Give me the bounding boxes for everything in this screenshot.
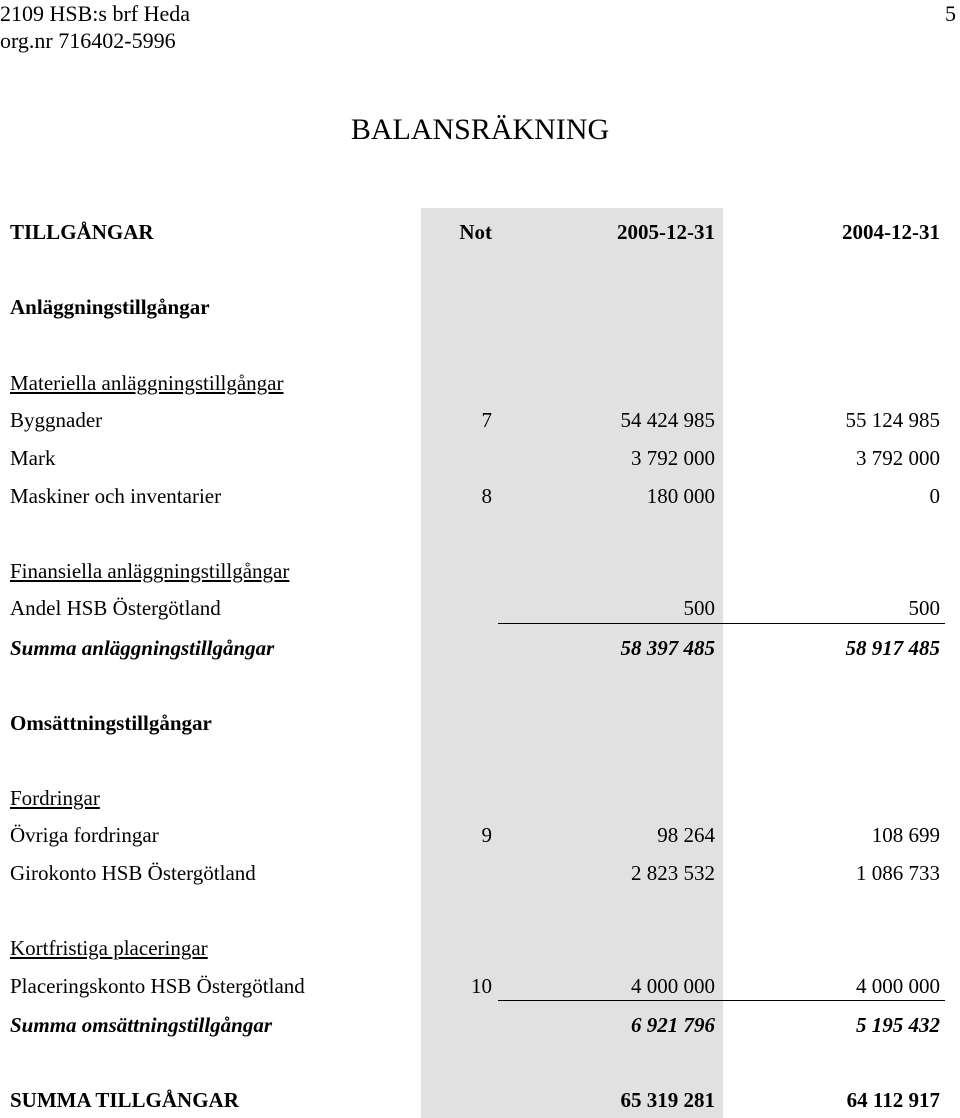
note-column-header: Not — [459, 220, 492, 244]
subgroup-heading-row — [0, 784, 960, 812]
table-row — [0, 972, 960, 1000]
row-current-value: 98 264 — [657, 823, 715, 847]
grand-total-row — [0, 1086, 960, 1114]
table-row — [0, 821, 960, 849]
group-heading-row — [0, 293, 960, 321]
group-heading-row — [0, 709, 960, 737]
row-note: 10 — [471, 974, 492, 998]
subtotal-row — [0, 634, 960, 662]
subtotal-row — [0, 1011, 960, 1039]
subtotal-previous-value: 58 917 485 — [845, 636, 940, 660]
document-header — [0, 0, 190, 54]
association-name: 2109 HSB:s brf Heda — [0, 1, 191, 26]
subtotal-label: Summa anläggningstillgångar — [10, 636, 275, 660]
grand-total-label: SUMMA TILLGÅNGAR — [10, 1088, 239, 1112]
subtotal-previous-value: 5 195 432 — [856, 1013, 940, 1037]
row-label: Maskiner och inventarier — [10, 484, 222, 508]
row-label: Andel HSB Östergötland — [10, 596, 221, 620]
row-note: 7 — [481, 408, 492, 432]
anlaggningstillgangar-heading: Anläggningstillgångar — [10, 295, 210, 319]
omsattningstillgangar-heading: Omsättningstillgångar — [10, 711, 212, 735]
previous-year-header: 2004-12-31 — [842, 220, 940, 244]
row-current-value: 180 000 — [646, 484, 715, 508]
subtotal-label: Summa omsättningstillgångar — [10, 1013, 273, 1037]
subgroup-heading-row — [0, 557, 960, 585]
column-header-row — [0, 218, 960, 246]
finansiella-heading: Finansiella anläggningstillgångar — [10, 559, 290, 583]
fordringar-heading: Fordringar — [10, 786, 100, 810]
page-number: 5 — [945, 1, 956, 26]
row-previous-value: 3 792 000 — [856, 446, 940, 470]
row-previous-value: 55 124 985 — [845, 408, 940, 432]
sum-divider-line — [498, 1000, 945, 1001]
row-note: 9 — [481, 823, 492, 847]
subtotal-current-value: 58 397 485 — [620, 636, 715, 660]
table-row — [0, 594, 960, 622]
subgroup-heading-row — [0, 934, 960, 962]
grand-total-previous-value: 64 112 917 — [846, 1088, 940, 1112]
row-current-value: 4 000 000 — [631, 974, 715, 998]
subtotal-current-value: 6 921 796 — [631, 1013, 715, 1037]
grand-total-current-value: 65 319 281 — [620, 1088, 715, 1112]
page-title: BALANSRÄKNING — [350, 113, 610, 146]
row-current-value: 2 823 532 — [631, 861, 715, 885]
org-number: org.nr 716402-5996 — [0, 28, 176, 53]
row-previous-value: 1 086 733 — [856, 861, 940, 885]
row-label: Girokonto HSB Östergötland — [10, 861, 256, 885]
row-current-value: 54 424 985 — [620, 408, 715, 432]
row-label: Övriga fordringar — [10, 823, 159, 847]
row-label: Byggnader — [10, 408, 103, 432]
table-row — [0, 859, 960, 887]
row-current-value: 3 792 000 — [631, 446, 715, 470]
current-year-header: 2005-12-31 — [617, 220, 715, 244]
row-current-value: 500 — [683, 596, 715, 620]
sum-divider-line — [498, 623, 945, 624]
table-row — [0, 444, 960, 472]
row-previous-value: 500 — [908, 596, 940, 620]
materiella-heading: Materiella anläggningstillgångar — [10, 371, 284, 395]
row-label: Placeringskonto HSB Östergötland — [10, 974, 305, 998]
subgroup-heading-row — [0, 369, 960, 397]
row-previous-value: 0 — [929, 484, 940, 508]
section-heading: TILLGÅNGAR — [10, 220, 154, 244]
row-previous-value: 4 000 000 — [856, 974, 940, 998]
table-row — [0, 406, 960, 434]
table-row — [0, 482, 960, 510]
kortfristiga-heading: Kortfristiga placeringar — [10, 936, 208, 960]
row-label: Mark — [10, 446, 56, 470]
row-previous-value: 108 699 — [871, 823, 940, 847]
row-note: 8 — [481, 484, 492, 508]
